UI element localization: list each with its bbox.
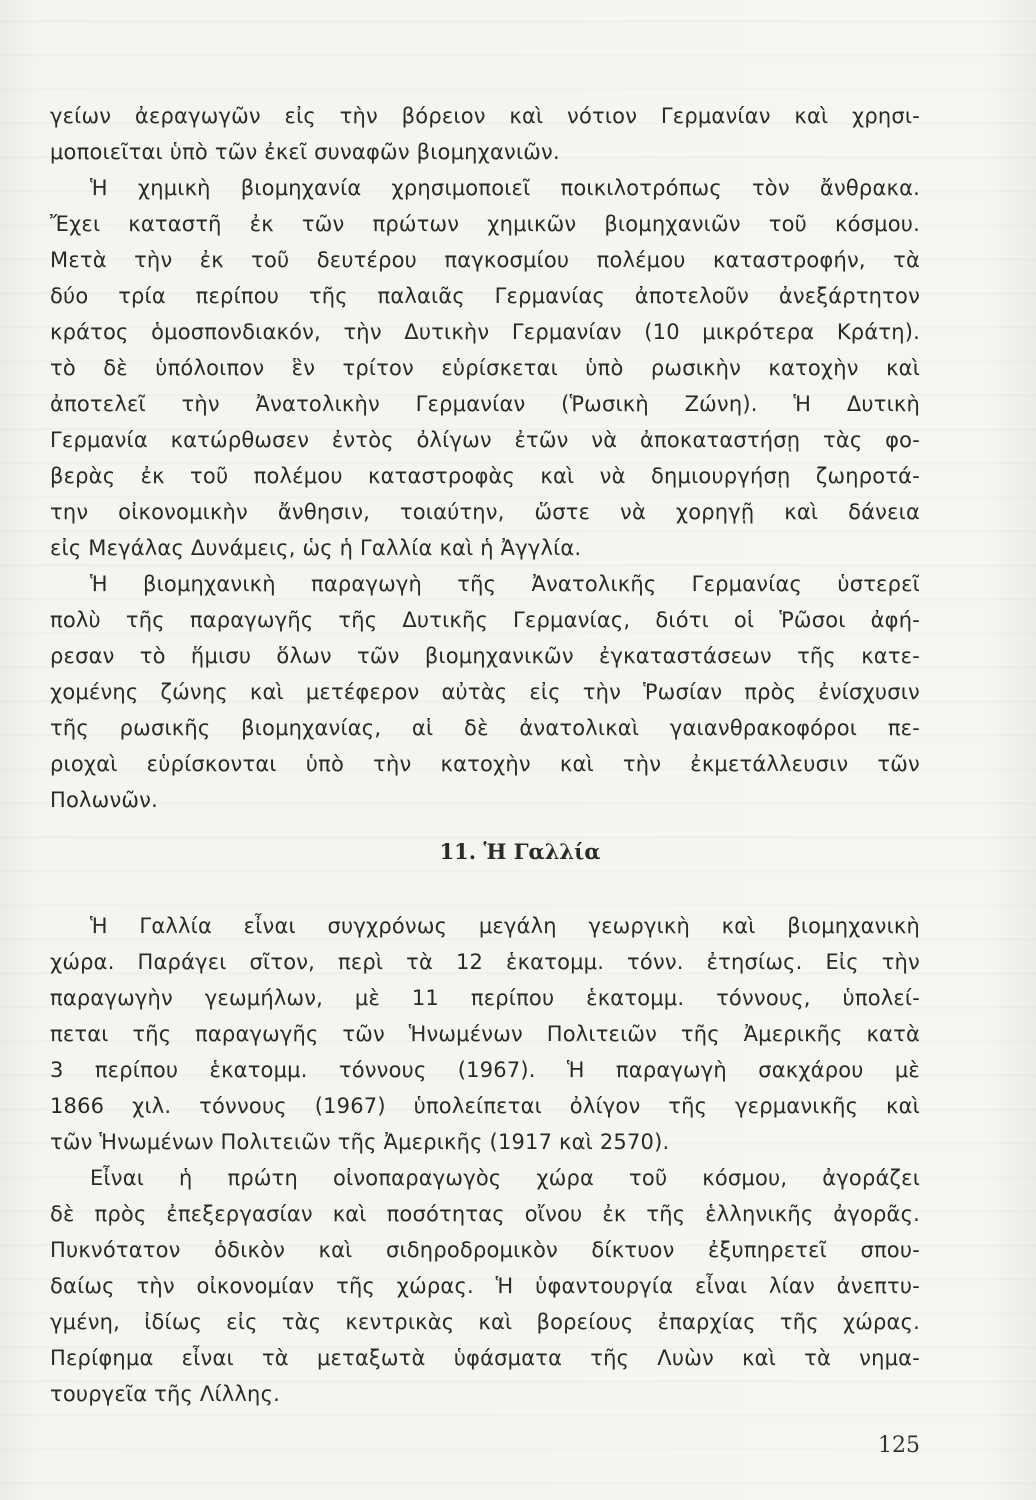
text-line: την οἰκονομικὴν ἄνθησιν, τοιαύτην, ὥστε νὰ χορηγῇ καὶ δάνεια	[50, 500, 920, 524]
text-line: Πολωνῶν.	[50, 788, 158, 812]
text-line: πολὺ τῆς παραγωγῆς τῆς Δυτικῆς Γερμανίας, διότι οἱ Ῥῶσοι ἀφή-	[50, 608, 920, 632]
text-line: εἰς Μεγάλας Δυνάμεις, ὡς ἡ Γαλλία καὶ ἡ Ἀγγλία.	[50, 536, 582, 560]
paragraph	[50, 566, 920, 818]
text-line: γμένη, ἰδίως εἰς τὰς κεντρικὰς καὶ βορείους ἐπαρχίας τῆς χώρας.	[50, 1310, 920, 1334]
text-line: ριοχαὶ εὑρίσκονται ὑπὸ τὴν κατοχὴν καὶ τὴν ἐκμετάλλευσιν τῶν	[50, 752, 920, 776]
text-line: Ἡ βιομηχανικὴ παραγωγὴ τῆς Ἀνατολικῆς Γερμανίας ὑστερεῖ	[90, 572, 920, 596]
text-line: κράτος ὁμοσπονδιακόν, τὴν Δυτικὴν Γερμανίαν (10 μικρότερα Κράτη).	[50, 320, 920, 344]
text-line: τῆς ρωσικῆς βιομηχανίας, αἱ δὲ ἀνατολικαὶ γαιανθρακοφόροι πε-	[50, 716, 920, 740]
text-line: βερὰς ἐκ τοῦ πολέμου καταστροφὰς καὶ νὰ δημιουργήσῃ ζωηροτά-	[50, 464, 920, 488]
text-line: δαίως τὴν οἰκονομίαν τῆς χώρας. Ἡ ὑφαντουργία εἶναι λίαν ἀνεπτυ-	[50, 1274, 920, 1298]
text-line: Ἡ Γαλλία εἶναι συγχρόνως μεγάλη γεωργικὴ καὶ βιομηχανικὴ	[90, 914, 920, 938]
paragraph	[50, 98, 920, 170]
text-line: παραγωγὴν γεωμήλων, μὲ 11 περίπου ἑκατομμ. τόννους, ὑπολεί-	[50, 986, 920, 1010]
text-line: πεται τῆς παραγωγῆς τῶν Ἡνωμένων Πολιτειῶν τῆς Ἀμερικῆς κατὰ	[50, 1022, 920, 1046]
text-line: τουργεῖα τῆς Λίλλης.	[50, 1382, 280, 1406]
text-line: χώρα. Παράγει σῖτον, περὶ τὰ 12 ἑκατομμ. τόνν. ἐτησίως. Εἰς τὴν	[50, 950, 920, 974]
text-line: χομένης ζώνης καὶ μετέφερον αὐτὰς εἰς τὴν Ῥωσίαν πρὸς ἐνίσχυσιν	[50, 680, 920, 704]
page-number: 125	[878, 1433, 920, 1458]
text-line: δύο τρία περίπου τῆς παλαιᾶς Γερμανίας ἀποτελοῦν ἀνεξάρτητον	[50, 284, 920, 308]
text-line: Μετὰ τὴν ἐκ τοῦ δευτέρου παγκοσμίου πολέμου καταστροφήν, τὰ	[50, 248, 920, 272]
text-line: τὸ δὲ ὑπόλοιπον ἓν τρίτον εὑρίσκεται ὑπὸ ρωσικὴν κατοχὴν καὶ	[50, 356, 920, 380]
body-text	[50, 98, 920, 1412]
text-line: ρεσαν τὸ ἥμισυ ὅλων τῶν βιομηχανικῶν ἐγκαταστάσεων τῆς κατε-	[50, 644, 920, 668]
text-line: Ἔχει καταστῆ ἐκ τῶν πρώτων χημικῶν βιομηχανιῶν τοῦ κόσμου.	[50, 212, 920, 236]
text-line: τῶν Ἡνωμένων Πολιτειῶν τῆς Ἀμερικῆς (1917 καὶ 2570).	[50, 1130, 670, 1154]
text-line: Γερμανία κατώρθωσεν ἐντὸς ὀλίγων ἐτῶν νὰ ἀποκαταστήσῃ τὰς φο-	[50, 428, 920, 452]
text-line: ἀποτελεῖ τὴν Ἀνατολικὴν Γερμανίαν (Ῥωσικὴ Ζώνη). Ἡ Δυτικὴ	[50, 392, 920, 416]
paragraph	[50, 1160, 920, 1412]
text-line: Περίφημα εἶναι τὰ μεταξωτὰ ὑφάσματα τῆς Λυὼν καὶ τὰ νημα-	[50, 1346, 920, 1370]
text-line: δὲ πρὸς ἐπεξεργασίαν καὶ ποσότητας οἴνου ἐκ τῆς ἑλληνικῆς ἀγορᾶς.	[50, 1202, 920, 1226]
text-line: Ἡ χημικὴ βιομηχανία χρησιμοποιεῖ ποικιλοτρόπως τὸν ἄνθρακα.	[90, 176, 920, 200]
text-line: μοποιεῖται ὑπὸ τῶν ἐκεῖ συναφῶν βιομηχανιῶν.	[50, 140, 560, 164]
text-line: Εἶναι ἡ πρώτη οἰνοπαραγωγὸς χώρα τοῦ κόσμου, ἀγοράζει	[90, 1166, 920, 1190]
text-line: Πυκνότατον ὁδικὸν καὶ σιδηροδρομικὸν δίκτυον ἐξυπηρετεῖ σπου-	[50, 1238, 920, 1262]
paragraph	[50, 170, 920, 566]
text-line: 3 περίπου ἑκατομμ. τόννους (1967). Ἡ παραγωγὴ σακχάρου μὲ	[50, 1058, 920, 1082]
paragraph	[50, 908, 920, 1160]
text-line: γείων ἀεραγωγῶν εἰς τὴν βόρειον καὶ νότιον Γερμανίαν καὶ χρησι-	[50, 104, 920, 128]
section-heading: 11. Ἡ Γαλλία	[439, 839, 601, 864]
text-line: 1866 χιλ. τόννους (1967) ὑπολείπεται ὀλίγον τῆς γερμανικῆς καὶ	[50, 1094, 920, 1118]
